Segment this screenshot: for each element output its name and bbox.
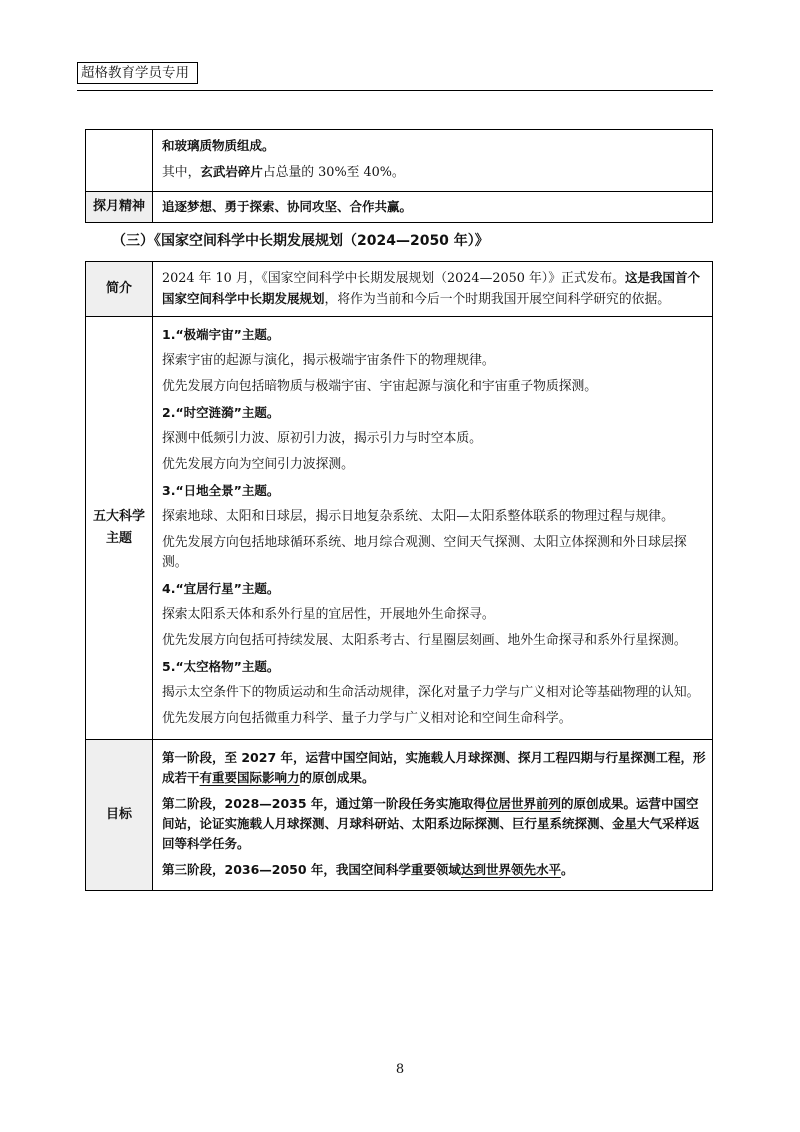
theme-desc: 探测中低频引力波、原初引力波，揭示引力与时空本质。 [162,431,482,446]
table-row [86,130,713,192]
theme-title: 1.“极端宇宙”主题。 [162,327,280,342]
theme-priority: 优先发展方向包括暗物质与极端宇宙、宇宙起源与演化和宇宙重子物质探测。 [162,379,598,394]
content-cell [153,130,713,192]
composition-line: 和玻璃质物质组成。 [162,138,275,153]
table-row [86,317,713,740]
theme-priority: 优先发展方向为空间引力波探测。 [162,457,354,472]
text-segment: 第一阶段，至 2027 年，运营中国空间站，实施载人月球探测、探月工程四期与行星探测工程，形成若干 [162,750,706,785]
text-segment: 第三阶段，2036—2050 年，我国空间科学重要领域 [162,862,461,877]
label-line: 主题 [105,531,132,546]
underlined-text: 达到世界领先水平 [460,862,561,877]
theme-desc: 揭示太空条件下的物质运动和生命活动规律，深化对量子力学与广义相对论等基础物理的认知。 [162,685,700,700]
theme-title: 4.“宜居行星”主题。 [162,581,280,596]
goal-phase-1 [162,746,706,792]
label-goals: 目标 [86,740,153,891]
empty-label-cell [86,130,153,192]
theme-title: 3.“日地全景”主题。 [162,483,280,498]
theme-desc: 探索地球、太阳和日球层，揭示日地复杂系统、太阳—太阳系整体联系的物理过程与规律。 [162,509,674,524]
text-segment: 其中， [162,165,201,180]
label-intro: 简介 [86,262,153,317]
table-row [86,740,713,891]
text-segment: 的原创成果。运营中国空间站，论证实施载人月球探测、月球科研站、太阳系边际探测、巨行星系统探测、金星大气采样返回等科学任务。 [162,796,700,851]
goal-phase-3 [162,858,706,884]
goals-content [153,740,713,891]
underlined-text: 位居世界前列 [485,796,561,811]
text-segment: 。 [560,862,574,877]
theme-desc: 探索宇宙的起源与演化，揭示极端宇宙条件下的物理规律。 [162,353,495,368]
table-row [86,192,713,223]
text-segment: ，将作为当前和今后一个时期我国开展空间科学研究的依据。 [324,292,671,307]
table-row [86,262,713,317]
label-lunar-spirit: 探月精神 [86,192,153,223]
theme-priority: 优先发展方向包括微重力科学、量子力学与广义相对论和空间生命科学。 [162,711,572,726]
bold-text: 玄武岩碎片 [200,164,263,179]
text-segment: 占总量的 30%至 40%。 [262,165,405,180]
header-divider [77,90,713,91]
label-line: 五大科学 [92,509,145,524]
text-segment: 的原创成果。 [299,770,375,785]
theme-priority: 优先发展方向包括地球循环系统、地月综合观测、空间天气探测、太阳立体探测和外日球层探测。 [162,535,687,570]
text-segment: 第二阶段，2028—2035 年，通过第一阶段任务实施取得 [162,796,486,811]
theme-priority: 优先发展方向包括可持续发展、太阳系考古、行星圈层刻画、地外生命探寻和系外行星探测。 [162,633,687,648]
table-lunar-samples [85,129,713,223]
underlined-text: 有重要国际影响力 [199,770,300,785]
theme-title: 2.“时空涟漪”主题。 [162,405,280,420]
themes-content [153,317,713,740]
label-themes [86,317,153,740]
section-title: （三）《国家空间科学中长期发展规划（2024—2050 年）》 [112,233,489,249]
basalt-line [162,160,706,187]
header-label: 超格教育学员专用 [77,62,198,84]
text-segment: 2024 年 10 月，《国家空间科学中长期发展规划（2024—2050 年）》正式发布。 [162,271,625,286]
table-space-science-plan [85,261,713,891]
intro-text [153,262,713,317]
bold-text: 这是我国首个国家空间科学中长期发展规划 [162,270,700,306]
theme-desc: 探索太阳系天体和系外行星的宜居性，开展地外生命探寻。 [162,607,495,622]
page-number: 8 [395,1062,405,1077]
theme-title: 5.“太空格物”主题。 [162,659,280,674]
lunar-spirit-text: 追逐梦想、勇于探索、协同攻坚、合作共赢。 [153,192,713,223]
goal-phase-2 [162,792,706,858]
